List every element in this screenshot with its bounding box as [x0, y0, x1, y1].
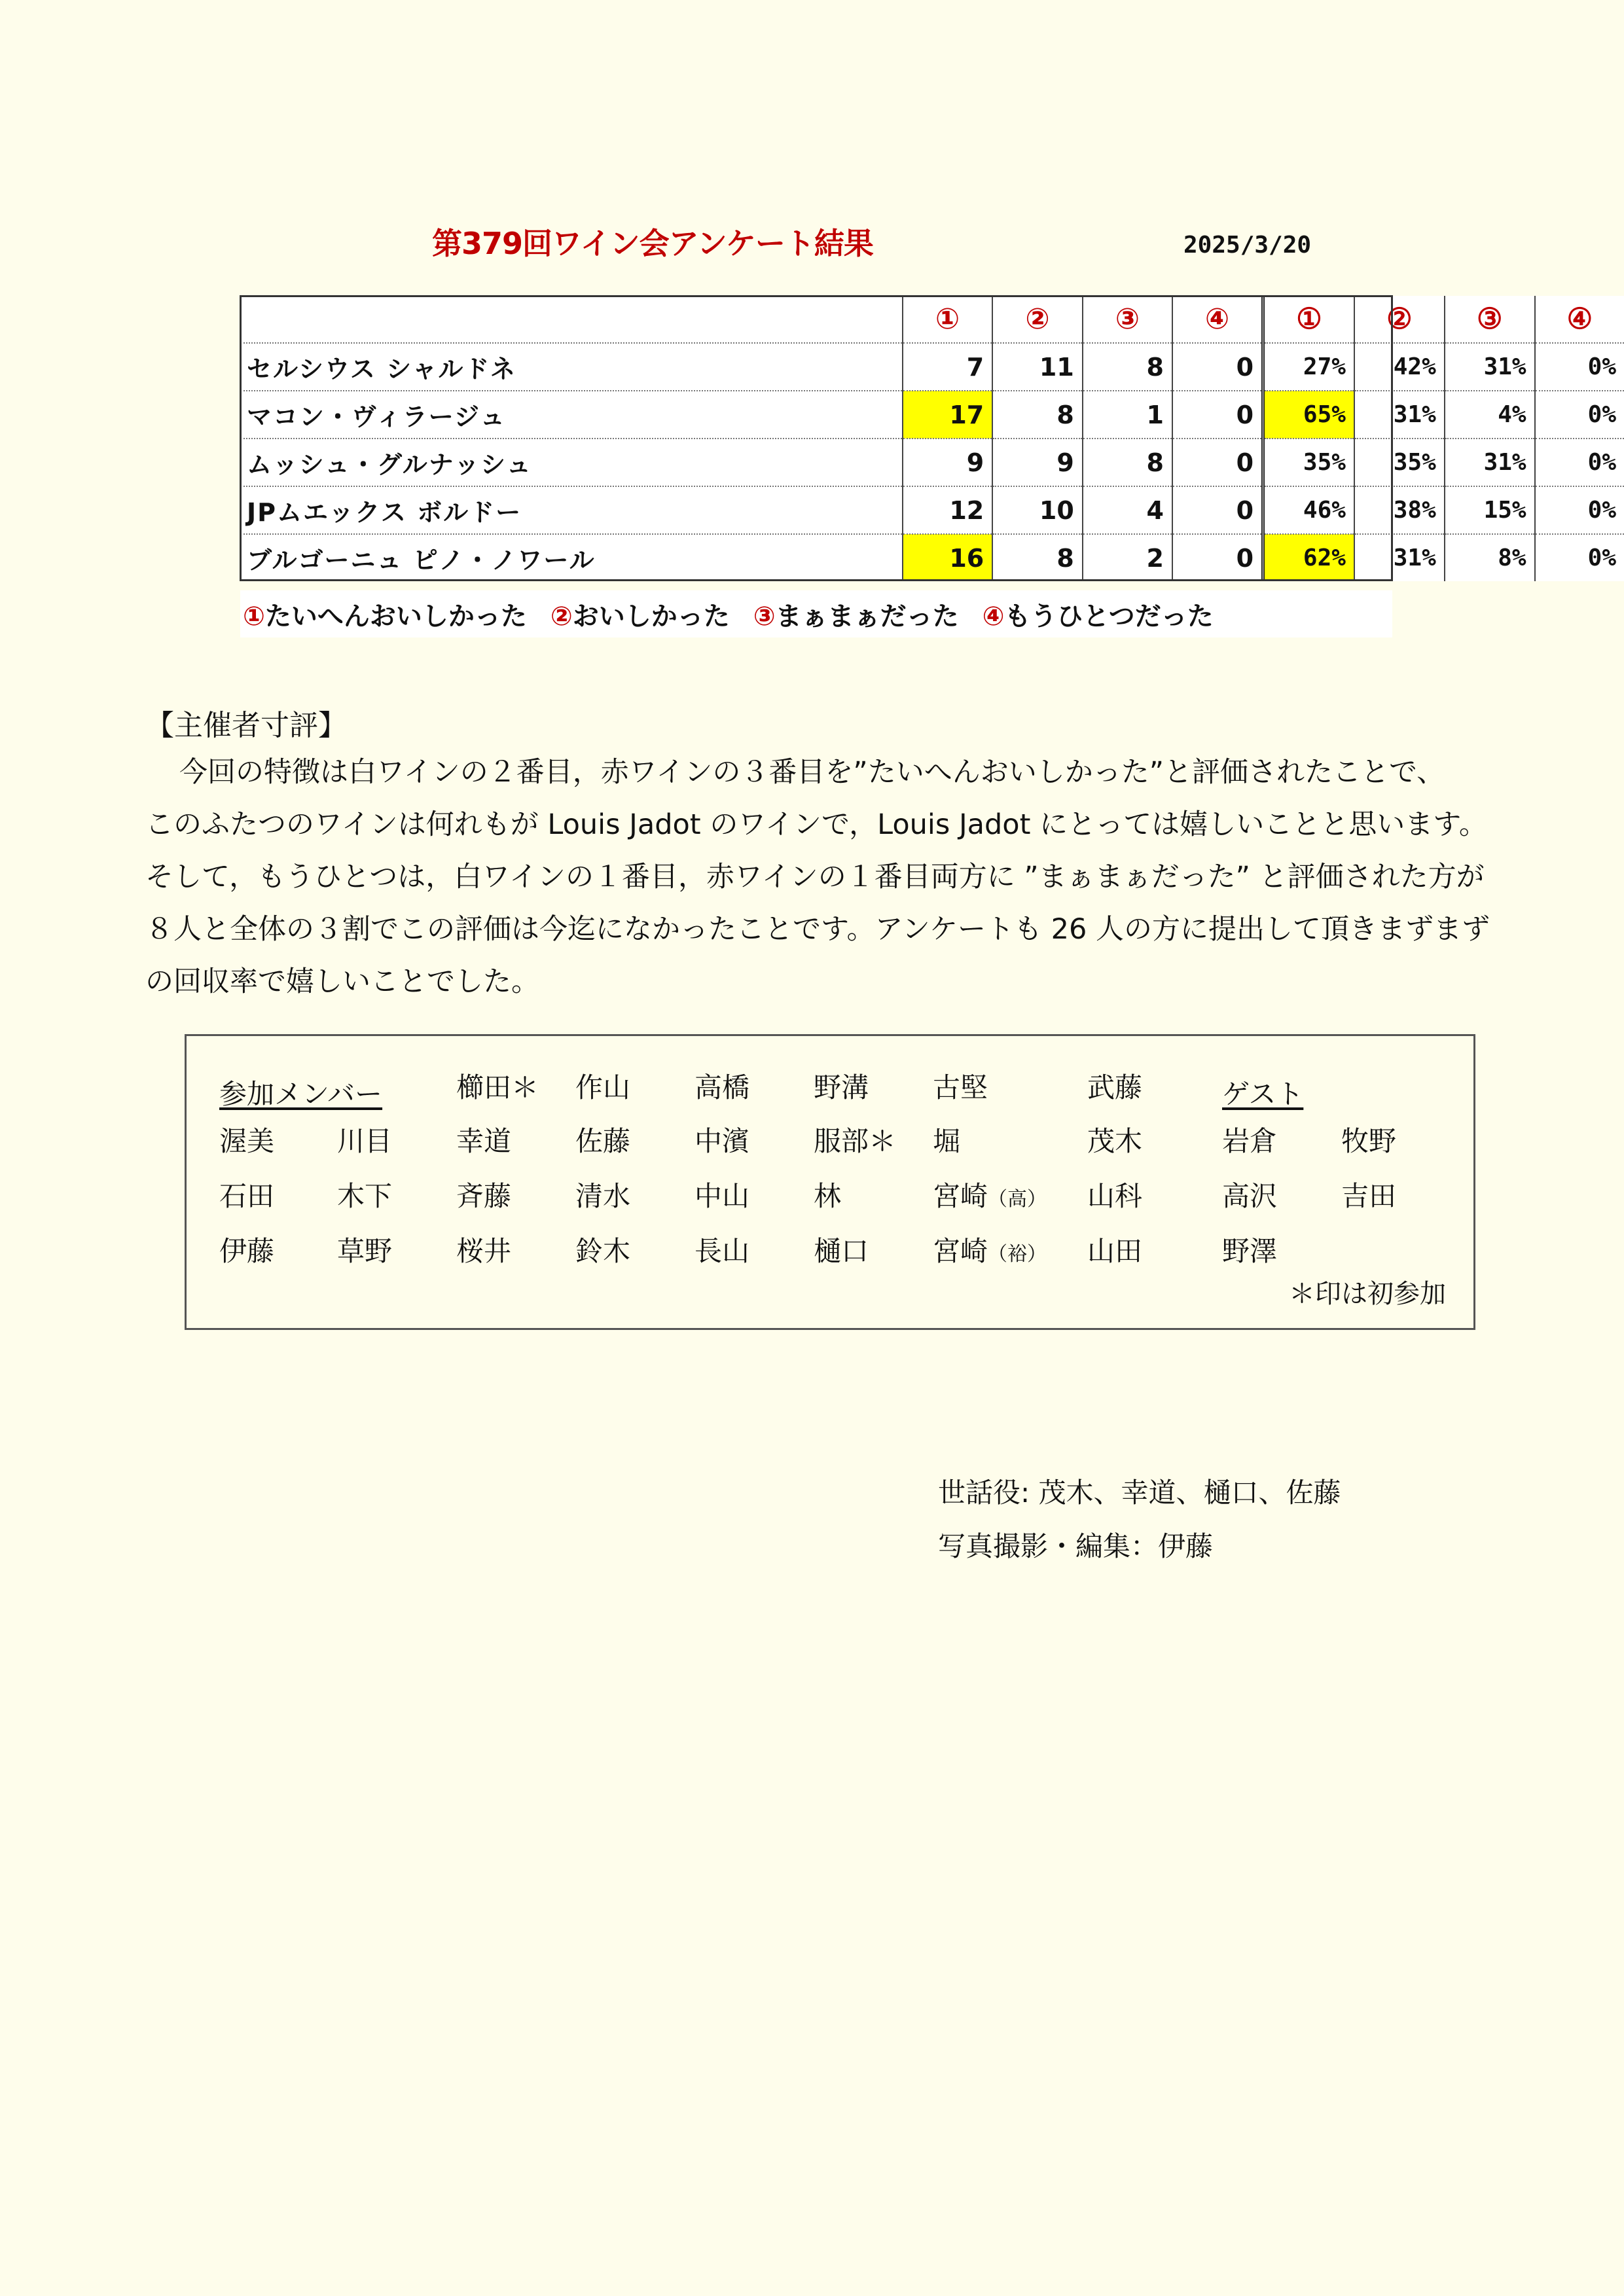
- percent-cell: 8%: [1445, 534, 1535, 581]
- member-name: 林: [814, 1180, 842, 1212]
- member-name: 堀: [933, 1125, 961, 1157]
- member-name: 野溝: [814, 1071, 869, 1103]
- member-name: 茂木: [1087, 1125, 1143, 1157]
- member-name: 桜井: [456, 1235, 512, 1267]
- legend-num: ④: [982, 601, 1005, 632]
- percent-cell: 0%: [1535, 534, 1624, 581]
- member-name: 宮崎: [933, 1180, 988, 1212]
- member-name: 樋口: [814, 1235, 869, 1267]
- legend-text: おいしかった: [572, 601, 730, 632]
- count-cell: 0: [1172, 534, 1263, 581]
- legend-item: [550, 596, 730, 633]
- percent-cell: 42%: [1354, 343, 1445, 391]
- count-cell: 9: [903, 439, 993, 486]
- count-cell: 2: [1083, 534, 1172, 581]
- guest-name: 野澤: [1222, 1235, 1278, 1267]
- member-name: 鈴木: [575, 1235, 631, 1267]
- members-label: 参加メンバー: [219, 1078, 383, 1110]
- header-count-2: ②: [992, 296, 1083, 343]
- percent-cell: 35%: [1263, 439, 1354, 486]
- guest-label: ゲスト: [1222, 1078, 1304, 1110]
- member-name-with-suffix: [933, 1175, 1047, 1214]
- count-cell-highlighted: 16: [903, 534, 993, 581]
- member-name-with-suffix: [933, 1230, 1047, 1269]
- legend-num: ①: [243, 601, 265, 632]
- rating-legend: [240, 590, 1392, 637]
- member-name: 宮崎: [933, 1235, 988, 1267]
- count-cell: 9: [992, 439, 1083, 486]
- member-name: 櫛田＊: [456, 1071, 539, 1103]
- header-count-1: ①: [903, 296, 993, 343]
- percent-cell-highlighted: 62%: [1263, 534, 1354, 581]
- review-line: ８人と全体の３割でこの評価は今迄になかったことです。アンケートも 26 人の方に提出して頂きまずまず: [145, 913, 1490, 946]
- member-name: 斉藤: [456, 1180, 512, 1212]
- header-pct-3: ③: [1445, 296, 1535, 343]
- table-header-row: [240, 296, 1624, 343]
- member-name: 幸道: [456, 1125, 512, 1157]
- legend-item: [243, 596, 527, 633]
- header-count-4: ④: [1172, 296, 1263, 343]
- wine-name: ムッシュ・グルナッシュ: [240, 439, 903, 486]
- review-line: そして，もうひとつは，白ワインの１番目，赤ワインの１番目両方に ”まぁまぁだった” と評価された方が: [145, 861, 1485, 893]
- count-cell: 7: [903, 343, 993, 391]
- count-cell: 12: [903, 486, 993, 534]
- member-name: 石田: [219, 1180, 275, 1212]
- member-name: 川目: [337, 1125, 393, 1157]
- header-pct-4: ④: [1535, 296, 1624, 343]
- member-name: 佐藤: [575, 1125, 631, 1157]
- page-title: 第379回ワイン会アンケート結果: [432, 226, 873, 261]
- member-name: 木下: [337, 1180, 393, 1212]
- legend-text: まぁまぁだった: [775, 601, 959, 632]
- table-row: [240, 486, 1624, 534]
- table-row: [240, 439, 1624, 486]
- legend-text: もうひとつだった: [1004, 601, 1214, 632]
- results-table: [240, 296, 1624, 581]
- organizers-credit: 世話役: 茂木、幸道、樋口、佐藤: [938, 1477, 1341, 1509]
- count-cell: 8: [992, 391, 1083, 439]
- wine-name: セルシウス シャルドネ: [240, 343, 903, 391]
- count-cell: 0: [1172, 391, 1263, 439]
- table-row: [240, 391, 1624, 439]
- guest-name: 吉田: [1341, 1180, 1397, 1212]
- member-name: 中山: [695, 1180, 750, 1212]
- percent-cell: 0%: [1535, 343, 1624, 391]
- name-suffix: （高）: [988, 1188, 1047, 1211]
- header-count-3: ③: [1083, 296, 1172, 343]
- wine-name: JPムエックス ボルドー: [240, 486, 903, 534]
- legend-num: ②: [550, 601, 573, 632]
- table-row: [240, 343, 1624, 391]
- percent-cell: 38%: [1354, 486, 1445, 534]
- percent-cell-highlighted: 65%: [1263, 391, 1354, 439]
- percent-cell: 4%: [1445, 391, 1535, 439]
- member-name: 長山: [695, 1235, 750, 1267]
- percent-cell: 31%: [1445, 439, 1535, 486]
- header-pct-1: ①: [1263, 296, 1354, 343]
- review-text: [145, 746, 1490, 1008]
- member-name: 山田: [1087, 1235, 1143, 1267]
- first-time-footnote: ＊印は初参加: [1289, 1279, 1446, 1309]
- wine-name: ブルゴーニュ ピノ・ノワール: [240, 534, 903, 581]
- member-name: 服部＊: [814, 1125, 897, 1157]
- percent-cell: 31%: [1354, 391, 1445, 439]
- member-name: 古堅: [933, 1071, 988, 1103]
- photo-credit: 写真撮影・編集：伊藤: [938, 1530, 1214, 1562]
- count-cell: 1: [1083, 391, 1172, 439]
- percent-cell: 0%: [1535, 391, 1624, 439]
- percent-cell: 35%: [1354, 439, 1445, 486]
- review-line: このふたつのワインは何れもが Louis Jadot のワインで，Louis Jadot にとっては嬉しいことと思います。: [145, 808, 1487, 841]
- count-cell: 8: [1083, 343, 1172, 391]
- count-cell: 8: [1083, 439, 1172, 486]
- guest-name: 岩倉: [1222, 1125, 1278, 1157]
- member-name: 山科: [1087, 1180, 1143, 1212]
- header-blank: [240, 296, 903, 343]
- count-cell: 10: [992, 486, 1083, 534]
- member-name: 中濱: [695, 1125, 750, 1157]
- percent-cell: 46%: [1263, 486, 1354, 534]
- wine-name: マコン・ヴィラージュ: [240, 391, 903, 439]
- count-cell: 4: [1083, 486, 1172, 534]
- count-cell: 8: [992, 534, 1083, 581]
- member-name: 草野: [337, 1235, 393, 1267]
- review-line: の回収率で嬉しいことでした。: [145, 965, 539, 998]
- name-suffix: （裕）: [988, 1243, 1047, 1266]
- member-name: 渥美: [219, 1125, 275, 1157]
- member-name: 作山: [575, 1071, 631, 1103]
- count-cell: 0: [1172, 486, 1263, 534]
- table-row: [240, 534, 1624, 581]
- percent-cell: 31%: [1445, 343, 1535, 391]
- percent-cell: 27%: [1263, 343, 1354, 391]
- count-cell-highlighted: 17: [903, 391, 993, 439]
- member-name: 高橋: [695, 1071, 750, 1103]
- event-date: 2025/3/20: [1183, 232, 1312, 259]
- count-cell: 0: [1172, 343, 1263, 391]
- legend-num: ③: [753, 601, 776, 632]
- percent-cell: 31%: [1354, 534, 1445, 581]
- legend-item: [753, 596, 959, 633]
- header-pct-2: ②: [1354, 296, 1445, 343]
- legend-text: たいへんおいしかった: [264, 601, 527, 632]
- legend-item: [983, 596, 1214, 633]
- member-name: 伊藤: [219, 1235, 275, 1267]
- count-cell: 0: [1172, 439, 1263, 486]
- guest-name: 高沢: [1222, 1180, 1278, 1212]
- member-name: 清水: [575, 1180, 631, 1212]
- percent-cell: 15%: [1445, 486, 1535, 534]
- members-box: [185, 1034, 1475, 1330]
- percent-cell: 0%: [1535, 486, 1624, 534]
- percent-cell: 0%: [1535, 439, 1624, 486]
- review-line: 今回の特徴は白ワインの２番目，赤ワインの３番目を”たいへんおいしかった”と評価されたことで、: [179, 756, 1445, 789]
- member-name: 武藤: [1087, 1071, 1143, 1103]
- guest-name: 牧野: [1341, 1125, 1397, 1157]
- review-heading: 【主催者寸評】: [145, 709, 347, 742]
- count-cell: 11: [992, 343, 1083, 391]
